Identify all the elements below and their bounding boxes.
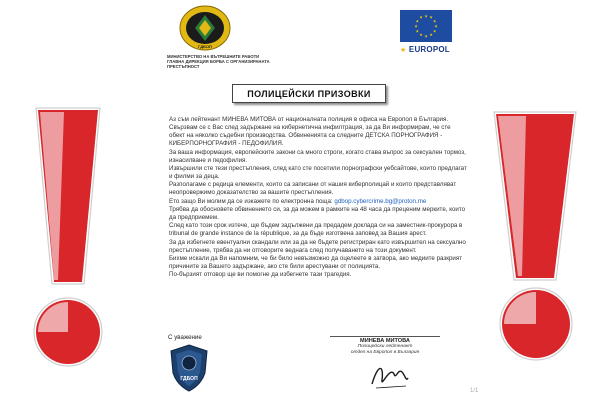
eu-star: ★ <box>424 33 428 39</box>
page-number: 1/1 <box>470 388 479 394</box>
eu-star: ★ <box>429 14 433 20</box>
eu-star: ★ <box>419 32 423 38</box>
signer-name: МИНЕВА МИТОВА <box>360 338 410 344</box>
exclamation-icon <box>484 104 584 366</box>
eu-star: ★ <box>432 18 437 24</box>
europol-logo: ★ EUROPOL <box>400 45 450 54</box>
email-link[interactable]: gdbop.cybercrime.bg@proton.me <box>334 197 427 205</box>
europol-text: EUROPOL <box>408 45 450 54</box>
eu-star: ★ <box>415 18 420 24</box>
eu-star: ★ <box>414 23 418 29</box>
paragraph: Извършили сте тези престъпления, след като сте посетили порнографски уебсайтове, които предлагат и филми за деца. <box>169 164 467 180</box>
crest-text: ГДБОП <box>198 44 212 49</box>
regards-text: С уважение <box>168 334 202 341</box>
signature-icon <box>368 358 412 394</box>
paragraph: Трябва да обосновете обвинението си, за да можем в рамките на 48 часа да преценим мерките, които да предприемем. <box>169 205 466 221</box>
exclamation-icon <box>28 100 108 372</box>
paragraph: Свързвам се с Вас след задържане на кибернетична инфилтрация, за да Ви информирам, че сте обект на няколко съдебни производства. Обвиненията са следните ДЕТСКА ПОРНОГРАФИЯ - КИБЕРПОРНОГРАФИЯ - ПЕДОФИЛИЯ. <box>169 124 451 148</box>
paragraph: Разполагаме с редица елементи, които са записани от нашия киберполицай и които представляват неопровержимо доказателство за вашите престъпления. <box>169 181 457 197</box>
signature-block <box>330 336 440 355</box>
ministry-name: МИНИСТЕРСТВО НА ВЪТРЕШНИТЕ РАБОТИ ГЛАВНА ДИРЕКЦИЯ БОРБА С ОРГАНИЗИРАНАТА ПРЕСТЪПНОСТ <box>167 54 270 70</box>
eu-star: ★ <box>415 28 420 34</box>
paragraph: Аз съм лейтенант МИНЕВА МИТОВА от националната полиция в офиса на Европол в България. <box>169 116 449 123</box>
ministry-crest-icon <box>178 4 232 52</box>
letter-body <box>169 116 467 280</box>
eu-flag-icon <box>400 10 452 42</box>
eu-star: ★ <box>424 13 428 19</box>
paragraph: За ваша информация, европейските закони са много строги, когато става въпрос за сексуален тормоз, изнасилване и педофилия. <box>169 148 466 164</box>
eu-star: ★ <box>434 23 438 29</box>
eu-star: ★ <box>429 32 433 38</box>
signer-role: Полицейски лейтенант отдел на Европол в България <box>350 344 420 355</box>
badge-text: ГДБОП <box>180 376 198 382</box>
eu-star: ★ <box>419 14 423 20</box>
paragraph: След като този срок изтече, ще бъдем задължени да предадем доклада си на заместник-прокурора в tribunal de grande instance de la république, за да бъде изготвена заповед за Вашия арест. <box>169 222 463 238</box>
eu-star: ★ <box>432 28 437 34</box>
police-badge-icon <box>168 343 210 393</box>
page-title: ПОЛИЦЕЙСКИ ПРИЗОВКИ <box>232 84 386 103</box>
paragraph: По-бързият отговор ще ви помогне да избегнете тази трагедия. <box>169 271 352 279</box>
email-prefix: Ето защо Ви молим да се изкажете по електронна поща: <box>169 197 335 205</box>
paragraph: За да избегнете евентуални скандали или за да не бъдете регистриран като извършител на сексуално престъпление, трябва да ни отговорите веднага след получаването на този документ. <box>169 238 466 254</box>
paragraph <box>169 198 467 206</box>
paragraph: Бихме искали да Ви напомним, че би било невъзможно да оцелеете в затвора, ако медиите разкрият причините за Вашето задържане, ако сте били арестувани от полицията. <box>169 254 463 270</box>
